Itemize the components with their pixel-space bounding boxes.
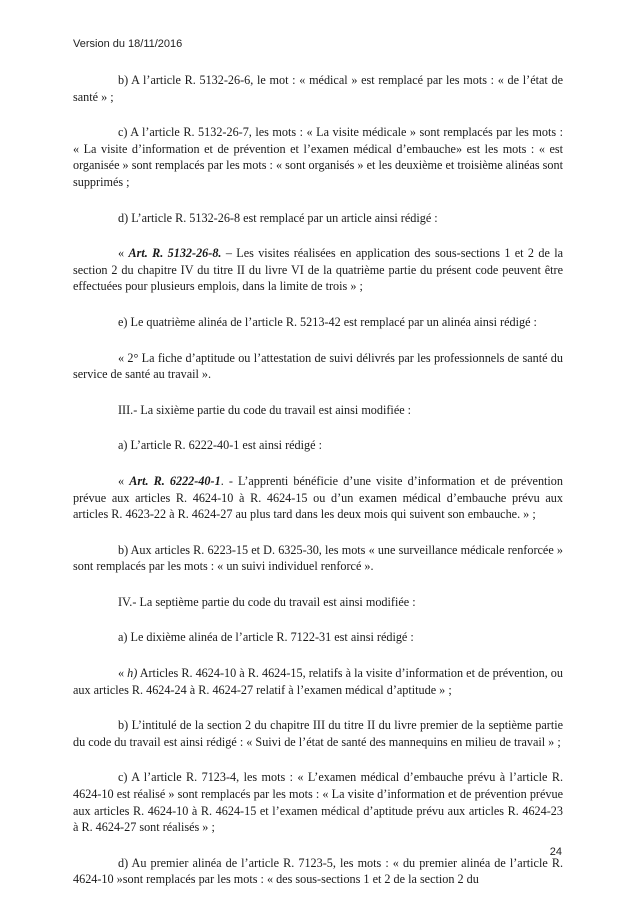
paragraph: IV.- La septième partie du code du travail est ainsi modifiée : xyxy=(118,594,416,609)
item-letter: h) xyxy=(127,666,138,681)
paragraph: b) A l’article R. 5132-26-6, le mot : « médical » est remplacé par les mots : « de l’état de santé » ; xyxy=(73,73,563,104)
paragraph: b) Aux articles R. 6223-15 et D. 6325-30, les mots « une surveillance médicale renforcée » sont remplacés par les mots : « un suivi individuel renforcé ». xyxy=(73,542,563,574)
paragraph: d) Au premier alinéa de l’article R. 7123-5, les mots : « du premier alinéa de l’article R. 4624-10 »sont remplacés par les mots : « des sous-sections 1 et 2 de la section 2 du xyxy=(73,855,563,887)
paragraph: b) L’intitulé de la section 2 du chapitre III du titre II du livre premier de la septième partie du code du travail est ainsi rédigé : « Suivi de l’état de santé des mannequins en milieu de travail » ; xyxy=(73,718,563,749)
paragraph: c) A l’article R. 5132-26-7, les mots : « La visite médicale » sont remplacés par les mots : « La visite d’information et de prévention et l’examen médical d’embauche» est les mots : « est organisée » sont remplacés par les mots : « sont organisés » et les deuxième et troisième alinéas sont supprimés ; xyxy=(73,125,563,189)
paragraph-text: – Les visites réalisées en application des sous-sections 1 et 2 de la section 2 du chapitre IV du titre II du livre VI de la quatrième partie du présent code peuvent être effectuées pour plusieurs emplois, dans la limite de trois » ; xyxy=(73,246,564,294)
paragraph: « 2° La fiche d’aptitude ou l’attestation de suivi délivrés par les professionnels de santé du service de santé au travail ». xyxy=(73,350,563,382)
paragraph-prefix: « xyxy=(118,473,130,488)
article-reference: Art. R. 6222-40-1 xyxy=(129,473,221,488)
document-body xyxy=(73,72,563,907)
paragraph: d) L’article R. 5132-26-8 est remplacé par un article ainsi rédigé : xyxy=(118,210,438,225)
paragraph: e) Le quatrième alinéa de l’article R. 5213-42 est remplacé par un alinéa ainsi rédigé : xyxy=(118,314,537,329)
paragraph: a) L’article R. 6222-40-1 est ainsi rédigé : xyxy=(118,438,322,453)
paragraph-text: Articles R. 4624-10 à R. 4624-15, relatifs à la visite d’information et de prévention, ou aux articles R. 4624-24 à R. 4624-27 relatif à l’examen médical d’aptitude » ; xyxy=(73,666,563,697)
paragraph: III.- La sixième partie du code du travail est ainsi modifiée : xyxy=(118,402,412,417)
paragraph: a) Le dixième alinéa de l’article R. 7122-31 est ainsi rédigé : xyxy=(118,630,414,645)
page-number: 24 xyxy=(549,846,562,858)
article-reference: Art. R. 5132-26-8. xyxy=(128,246,222,261)
paragraph-text: . - L’apprenti bénéficie d’une visite d’information et de prévention prévue aux articles R. 4624-10 à R. 4624-15 ou d’un examen médical d’embauche prévu aux articles R. 4623-22 à R. 4624-27 au plus tard dans les deux mois qui suivent son embauche. » ; xyxy=(73,473,563,522)
paragraph xyxy=(73,245,563,295)
version-header: Version du 18/11/2016 xyxy=(73,38,183,50)
paragraph: c) A l’article R. 7123-4, les mots : « L’examen médical d’embauche prévu à l’article R. 4624-10 est réalisé » sont remplacés par les mots : « La visite d’information et de prévention prévue aux articles R. 4624-10 à R. 4624-15 et l’examen médical d’aptitude prévu aux articles R. 4624-23 à R. 4624-27 sont réalisés » ; xyxy=(73,770,563,835)
paragraph-prefix: « xyxy=(118,246,129,261)
paragraph xyxy=(73,665,563,698)
paragraph xyxy=(73,473,563,523)
paragraph-prefix: « xyxy=(118,666,128,681)
